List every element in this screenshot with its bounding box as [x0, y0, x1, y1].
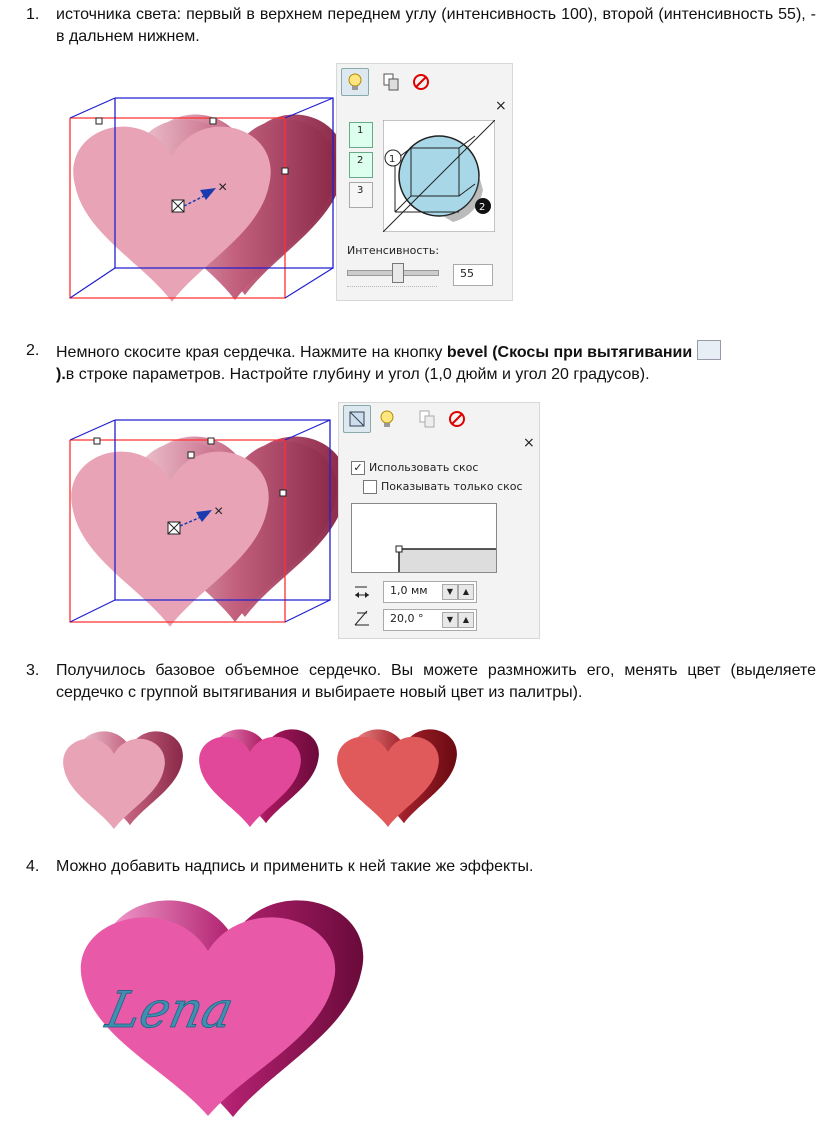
chevron-down-icon[interactable]: ▼: [442, 584, 458, 600]
bevel-icon: [344, 406, 370, 432]
clear-icon: [444, 406, 470, 432]
step-text: источника света: первый в верхнем переднем углу (интенсивность 100), второй (интенсивность 55), - в дальнем нижнем.: [56, 6, 816, 45]
svg-text:×: ×: [218, 179, 228, 196]
intensity-label: Интенсивность:: [347, 244, 440, 257]
show-only-bevel-checkbox[interactable]: [363, 480, 377, 494]
intensity-input[interactable]: 55: [453, 264, 493, 286]
clear-lighting-button[interactable]: [407, 68, 435, 96]
lightbulb-icon: [374, 406, 400, 432]
lighting-preview-sphere: [383, 120, 495, 232]
use-bevel-checkbox[interactable]: ✓: [351, 461, 365, 475]
heart-label: Lena: [101, 980, 239, 1039]
chevron-down-icon[interactable]: ▼: [442, 612, 458, 628]
slider-thumb[interactable]: [392, 263, 404, 283]
light-number: 2: [357, 155, 364, 166]
heart-extrude-figure-1: [60, 90, 340, 310]
step-4: [26, 856, 816, 878]
chevron-up-icon[interactable]: ▲: [458, 612, 474, 628]
lighting-button[interactable]: [373, 405, 401, 433]
chevron-up-icon[interactable]: ▲: [458, 584, 474, 600]
lightbulb-icon: [342, 69, 368, 95]
step-number: 2.: [26, 342, 40, 359]
bevel-depth-icon: [353, 583, 371, 601]
show-only-bevel-label: Показывать только скос: [381, 480, 523, 493]
close-icon[interactable]: ×: [523, 435, 535, 451]
light-number: 3: [357, 185, 364, 196]
bevel-angle-input[interactable]: 20,0 ° ▼ ▲: [383, 609, 477, 631]
bevel-depth-input[interactable]: 1,0 мм ▼ ▲: [383, 581, 477, 603]
heart-magenta: [199, 729, 319, 827]
bevel-angle-icon: [353, 609, 371, 627]
light-number: 1: [357, 125, 364, 136]
bevel-inline-icon: [697, 340, 721, 360]
heart-red: [337, 729, 457, 827]
step-number: 1.: [26, 6, 40, 23]
intensity-ticks: [347, 286, 437, 293]
bevel-button[interactable]: [343, 405, 371, 433]
step-text: Можно добавить надпись и применить к ней такие же эффекты.: [56, 858, 534, 875]
light-3-button[interactable]: [349, 182, 373, 208]
step-1: [26, 4, 816, 48]
intensity-slider[interactable]: [347, 270, 439, 276]
clear-bevel-button[interactable]: [443, 405, 471, 433]
use-bevel-label: Использовать скос: [369, 461, 479, 474]
step-2: [26, 340, 816, 386]
bevel-panel: [338, 402, 540, 639]
copy-lighting-button[interactable]: [377, 68, 405, 96]
step-number: 3.: [26, 662, 40, 679]
sphere-label: 2: [479, 202, 486, 213]
step-number: 4.: [26, 858, 40, 875]
copy-bevel-button[interactable]: [413, 405, 441, 433]
step-3: [26, 660, 816, 706]
heart-with-text: [68, 895, 368, 1120]
step-text: Получилось базовое объемное сердечко. Вы можете размножить его, менять цвет (выделяете сердечко с группой вытягивания и выбираете новый цвет из палитры).: [56, 662, 816, 701]
lighting-panel: [336, 63, 513, 301]
svg-text:×: ×: [214, 503, 224, 520]
bevel-preview: [351, 503, 497, 573]
copy-icon: [414, 406, 440, 432]
heart-light-pink: [63, 731, 183, 829]
bevel-bold-text: bevel (Скосы при вытягивании: [446, 344, 693, 361]
clear-icon: [408, 69, 434, 95]
lighting-button[interactable]: [341, 68, 369, 96]
close-icon[interactable]: ×: [495, 98, 507, 114]
light-2-button[interactable]: [349, 152, 373, 178]
step-text: Немного скосите края сердечка. Нажмите на кнопку bevel (Скосы при вытягивании ).в строке параметров. Настройте глубину и угол (1,0 дюйм и угол 20 градусов).: [56, 340, 816, 386]
three-hearts: [50, 722, 480, 837]
light-1-button[interactable]: [349, 122, 373, 148]
sphere-label: 1: [389, 154, 396, 165]
copy-icon: [378, 69, 404, 95]
heart-extrude-figure-2: [60, 412, 340, 632]
